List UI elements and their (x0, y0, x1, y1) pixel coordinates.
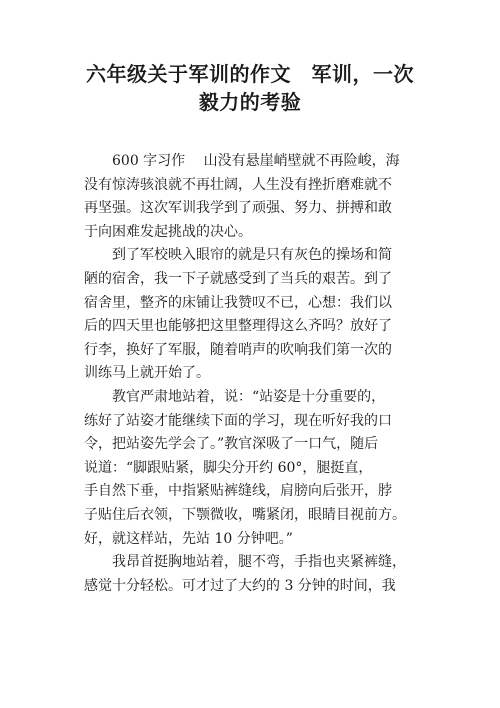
title-line-1: 六年级关于军训的作文 军训，一次 (86, 62, 414, 86)
text-line: 我昂首挺胸地站着，腿不弯，手指也夹紧裤缝， (84, 554, 406, 571)
text-line: 好，就这样站，先站 10 分钟吧。” (84, 530, 293, 547)
text-line: 600 字习作 山没有悬崖峭壁就不再险峻，海 (84, 153, 400, 169)
text-line: 没有惊涛骇浪就不再壮阔，人生没有挫折磨难就不 (84, 176, 392, 193)
document-title (60, 60, 440, 116)
text-line: 行李，换好了军服，随着哨声的吹响我们第一次的 (84, 341, 392, 358)
text-line: 再坚强。这次军训我学到了顽强、努力、拼搏和敢 (84, 200, 392, 217)
text-line: 感觉十分轻松。可才过了大约的 3 分钟的时间，我 (84, 577, 396, 594)
text-line: 练好了站姿才能继续下面的学习，现在听好我的口 (84, 412, 392, 429)
text-line: 训练马上就开始了。 (84, 365, 210, 382)
text-line: 子贴住后衣领，下颚微收，嘴紧闭，眼睛目视前方。 (84, 506, 406, 523)
text-line: 教官严肃地站着，说：“站姿是十分重要的， (84, 388, 386, 405)
text-line: 说道：“脚跟贴紧，脚尖分开约 60°，腿挺直， (84, 459, 373, 476)
text-line: 于向困难发起挑战的决心。 (84, 223, 252, 240)
text-line: 宿舍里，整齐的床铺让我赞叹不已，心想：我们以 (84, 294, 392, 311)
document-body (84, 150, 424, 598)
text-line: 陋的宿舍，我一下子就感受到了当兵的艰苦。到了 (84, 270, 392, 287)
text-line: 到了军校映入眼帘的就是只有灰色的操场和简 (84, 247, 392, 264)
title-line-2: 毅力的考验 (198, 90, 302, 114)
text-line: 令，把站姿先学会了。”教官深吸了一口气，随后 (84, 436, 379, 453)
text-line: 后的四天里也能够把这里整理得这么齐吗？放好了 (84, 318, 392, 335)
text-line: 手自然下垂，中指紧贴裤缝线，肩膀向后张开，脖 (84, 483, 392, 500)
